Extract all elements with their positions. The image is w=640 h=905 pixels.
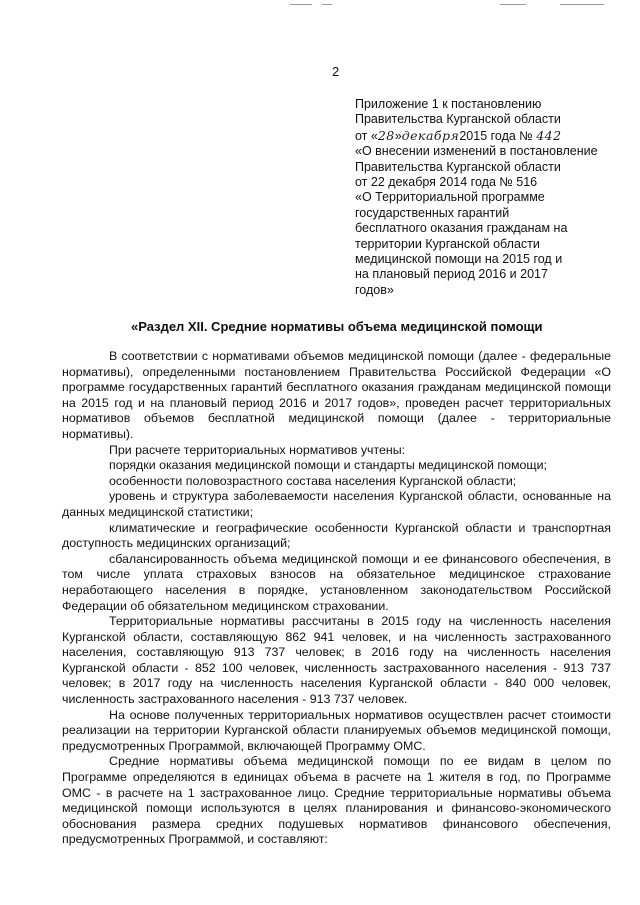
appendix-line: территории Курганской области bbox=[355, 236, 540, 251]
appendix-line: бесплатного оказания гражданам на bbox=[355, 221, 568, 236]
appendix-line: от 22 декабря 2014 года № 516 bbox=[355, 175, 538, 190]
handwritten-day: 28 bbox=[377, 127, 395, 143]
scan-artifact bbox=[560, 4, 604, 5]
paragraph: сбалансированность объема медицинской помощи и ее финансового обеспечения, в том числе уплата страховых взносов на обязательное медицинское страхование неработающего населения в порядке, установленном законодательством Российской Федерации об обязательном медицинском страховании. bbox=[62, 551, 611, 613]
date-prefix: от « bbox=[355, 128, 378, 143]
appendix-date-line bbox=[355, 128, 620, 144]
appendix-line: на плановый период 2016 и 2017 bbox=[355, 267, 548, 282]
paragraph: климатические и географические особенности Курганской области и транспортная доступность медицинских организаций; bbox=[62, 520, 611, 551]
appendix-line: годов» bbox=[355, 282, 394, 297]
appendix-line: Приложение 1 к постановлению bbox=[355, 97, 542, 111]
page-number: 2 bbox=[332, 64, 340, 79]
paragraph: Средние нормативы объема медицинской помощи по ее видам в целом по Программе определяются в единицах объема в расчете на 1 жителя в год, по Программе ОМС - в расчете на 1 застрахованное лицо. Средние территориальные нормативы объема медицинской помощи используются в целях планирования и финансово-экономического обоснования размера средних подушевых нормативов финансового обеспечения, предусмотренных Программой, и составляют: bbox=[62, 754, 611, 847]
scan-artifact bbox=[322, 4, 332, 5]
paragraph: порядки оказания медицинской помощи и стандарты медицинской помощи; bbox=[109, 458, 547, 473]
appendix-line: «О Территориальной программе bbox=[355, 190, 545, 205]
document-body bbox=[62, 349, 611, 848]
paragraph: уровень и структура заболеваемости населения Курганской области, основанные на данных медицинской статистики; bbox=[62, 489, 611, 519]
paragraph: В соответствии с нормативами объемов медицинской помощи (далее - федеральные нормативы), определенными постановлением Правительства Российской Федерации «О программе государственных гарантий бесплатного оказания гражданам медицинской помощи на 2015 год и на плановый период 2016 и 2017 годов», проведен расчет территориальных нормативов объемов бесплатной медицинской помощи (далее - территориальные нормативы). bbox=[62, 349, 611, 441]
scan-artifact bbox=[500, 4, 526, 5]
appendix-line: «О внесении изменений в постановление bbox=[355, 144, 598, 159]
appendix-header bbox=[355, 97, 620, 298]
paragraph: При расчете территориальных нормативов учтены: bbox=[109, 442, 406, 457]
section-title: «Раздел XII. Средние нормативы объема медицинской помощи bbox=[131, 319, 543, 334]
handwritten-number: 442 bbox=[536, 127, 562, 143]
paragraph: особенности половозрастного состава населения Курганской области; bbox=[109, 473, 517, 488]
appendix-line: Правительства Курганской области bbox=[355, 159, 561, 174]
paragraph: Территориальные нормативы рассчитаны в 2015 году на численность населения Курганской области, составляющую 862 941 человек, и на численность застрахованного населения, составляющую 913 737 человек; в 2016 году на численность населения Курганской области - 852 100 человек, численность застрахованного населения - 913 737 человек; в 2017 году на численность населения Курганской области - 840 000 человек, численность застрахованного населения - 913 737 человек. bbox=[62, 614, 611, 707]
appendix-line: Правительства Курганской области bbox=[355, 112, 561, 127]
appendix-line: государственных гарантий bbox=[355, 205, 510, 220]
date-year: 2015 года № bbox=[459, 128, 533, 143]
paragraph: На основе полученных территориальных нормативов осуществлен расчет стоимости реализации на территории Курганской области планируемых объемов медицинской помощи, предусмотренных Программой, включающей Программу ОМС. bbox=[62, 707, 611, 753]
handwritten-month: декабря bbox=[401, 127, 460, 143]
appendix-line: медицинской помощи на 2015 год и bbox=[355, 252, 563, 267]
date-mid: » bbox=[394, 128, 402, 143]
scan-artifact bbox=[290, 4, 312, 5]
